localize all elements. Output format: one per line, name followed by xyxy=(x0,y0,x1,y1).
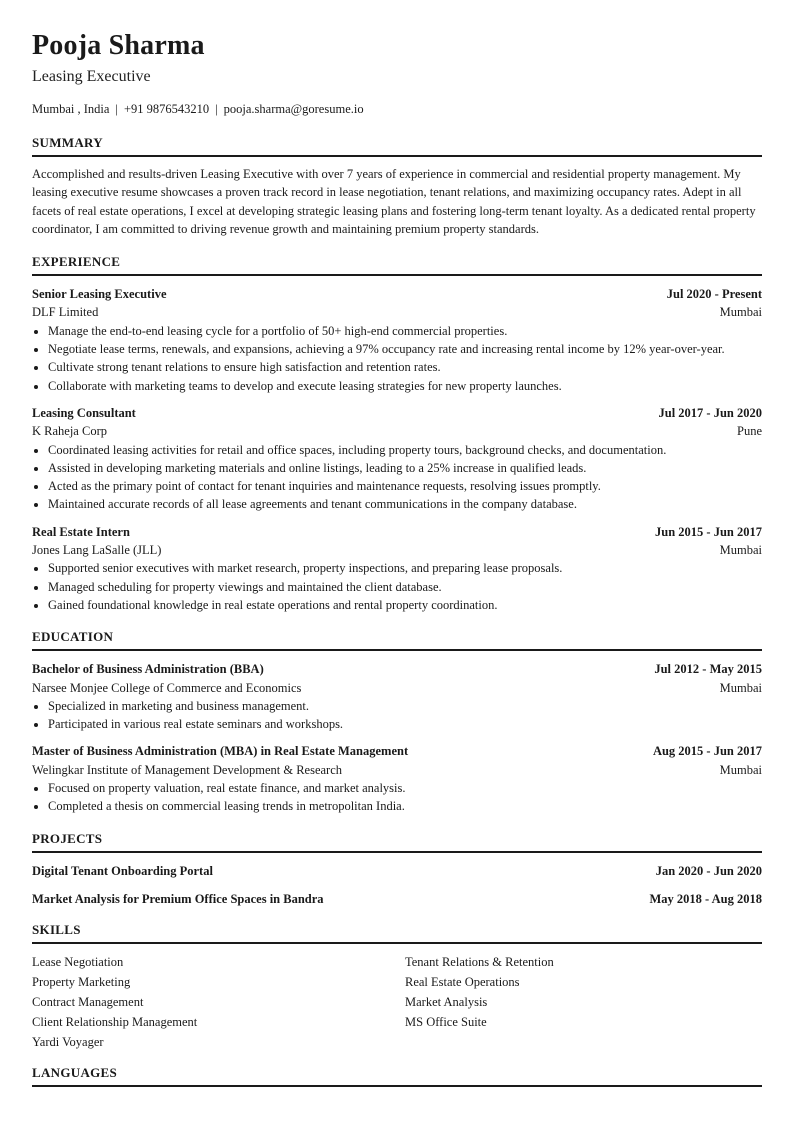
job-location: Pune xyxy=(737,424,762,439)
experience-entry xyxy=(32,404,762,514)
education-section xyxy=(32,628,762,815)
project-name: Market Analysis for Premium Office Spaces in Bandra xyxy=(32,891,324,906)
section-title: SKILLS xyxy=(32,921,762,944)
job-location: Mumbai xyxy=(719,305,762,320)
summary-section xyxy=(32,134,762,238)
bullet-item: • Managed scheduling for property viewings and maintained the client database. xyxy=(48,578,762,596)
contact-phone: +91 9876543210 xyxy=(123,102,210,116)
experience-section xyxy=(32,253,762,614)
languages-section xyxy=(32,1064,762,1087)
bullet-item: • Collaborate with marketing teams to develop and execute leasing strategies for new property launches. xyxy=(48,377,762,395)
contact-email: pooja.sharma@goresume.io xyxy=(223,102,364,116)
bullet-list xyxy=(32,779,762,816)
entry-header xyxy=(32,523,762,541)
bullet-list xyxy=(32,697,762,734)
bullet-item: • Completed a thesis on commercial leasing trends in metropolitan India. xyxy=(48,797,762,815)
degree-name: Bachelor of Business Administration (BBA) xyxy=(32,662,264,677)
project-dates: May 2018 - Aug 2018 xyxy=(649,891,762,906)
school-name: Narsee Monjee College of Commerce and Economics xyxy=(32,680,302,695)
bullet-item: • Acted as the primary point of contact for tenant inquiries and maintenance requests, resolving issues promptly. xyxy=(48,477,762,495)
entry-header xyxy=(32,660,762,678)
job-dates: Jul 2020 - Present xyxy=(666,287,762,302)
education-dates: Jul 2012 - May 2015 xyxy=(654,662,762,677)
school-name: Welingkar Institute of Management Development & Research xyxy=(32,762,343,777)
summary-text: Accomplished and results-driven Leasing Executive with over 7 years of experience in commercial and residential property management. My leasing executive resume showcases a proven track record in lease negotiation, tenant relations, and maximizing occupancy rates. Adept in all facets of real estate operations, I excel at developing strategic leasing plans and fostering long-term tenant loyalty. As a dedicated rental property coordinator, I am committed to driving revenue growth and maintaining premium property standards. xyxy=(32,167,756,236)
project-dates: Jan 2020 - Jun 2020 xyxy=(655,863,762,878)
skill-item: Lease Negotiation xyxy=(32,954,124,969)
entry-subheader xyxy=(32,303,762,321)
experience-entry xyxy=(32,523,762,614)
job-location: Mumbai xyxy=(719,543,762,558)
skill-item: Client Relationship Management xyxy=(32,1014,198,1029)
skill-item: Contract Management xyxy=(32,994,144,1009)
job-title: Real Estate Intern xyxy=(32,524,130,539)
bullet-item: • Cultivate strong tenant relations to ensure high satisfaction and retention rates. xyxy=(48,358,762,376)
project-name: Digital Tenant Onboarding Portal xyxy=(32,863,213,878)
skill-item: Property Marketing xyxy=(32,974,131,989)
job-title: Senior Leasing Executive xyxy=(32,287,167,302)
entry-header xyxy=(32,285,762,303)
entry-subheader xyxy=(32,422,762,440)
bullet-item: • Negotiate lease terms, renewals, and expansions, achieving a 97% occupancy rate and increasing rental income by 12% year-over-year. xyxy=(48,340,762,358)
entry-subheader xyxy=(32,541,762,559)
bullet-list xyxy=(32,322,762,395)
skill-item: Real Estate Operations xyxy=(405,974,520,989)
entry-subheader xyxy=(32,679,762,697)
school-location: Mumbai xyxy=(719,680,762,695)
school-location: Mumbai xyxy=(719,762,762,777)
job-title: Leasing Consultant xyxy=(32,405,136,420)
projects-section xyxy=(32,830,762,909)
bullet-item: • Participated in various real estate seminars and workshops. xyxy=(48,715,762,733)
job-dates: Jul 2017 - Jun 2020 xyxy=(658,405,762,420)
bullet-item: • Manage the end-to-end leasing cycle for a portfolio of 50+ high-end commercial properties. xyxy=(48,322,762,340)
section-title: EDUCATION xyxy=(32,628,762,651)
company-name: DLF Limited xyxy=(32,305,99,320)
education-entry xyxy=(32,742,762,815)
skill-item: Tenant Relations & Retention xyxy=(405,954,554,969)
section-title: LANGUAGES xyxy=(32,1064,762,1087)
project-item xyxy=(32,890,762,909)
job-dates: Jun 2015 - Jun 2017 xyxy=(655,524,762,539)
skill-item: MS Office Suite xyxy=(405,1014,487,1029)
education-dates: Aug 2015 - Jun 2017 xyxy=(652,744,762,759)
candidate-name: Pooja Sharma xyxy=(32,30,205,61)
candidate-role: Leasing Executive xyxy=(32,68,151,85)
skills-section xyxy=(32,921,762,1052)
contact-line xyxy=(32,100,762,118)
entry-header xyxy=(32,742,762,760)
skill-item: Market Analysis xyxy=(405,994,488,1009)
degree-name: Master of Business Administration (MBA) in Real Estate Management xyxy=(32,744,409,759)
bullet-list xyxy=(32,559,762,614)
section-title: PROJECTS xyxy=(32,830,762,853)
section-title: EXPERIENCE xyxy=(32,253,762,276)
bullet-list xyxy=(32,441,762,514)
contact-separator: | xyxy=(215,102,218,116)
company-name: K Raheja Corp xyxy=(32,424,107,439)
bullet-item: • Gained foundational knowledge in real estate operations and rental property coordination. xyxy=(48,596,762,614)
bullet-item: • Coordinated leasing activities for retail and office spaces, including property tours, background checks, and documentation. xyxy=(48,441,762,459)
skills-grid xyxy=(32,952,762,1052)
bullet-item: • Assisted in developing marketing materials and online listings, leading to a 25% increase in qualified leads. xyxy=(48,459,762,477)
contact-separator: | xyxy=(115,102,118,116)
entry-subheader xyxy=(32,761,762,779)
experience-entry xyxy=(32,285,762,395)
project-item xyxy=(32,862,762,881)
bullet-item: • Supported senior executives with market research, property inspections, and preparing lease proposals. xyxy=(48,559,762,577)
company-name: Jones Lang LaSalle (JLL) xyxy=(32,543,162,558)
bullet-item: • Maintained accurate records of all lease agreements and tenant communications in the company database. xyxy=(48,495,762,513)
bullet-item: • Focused on property valuation, real estate finance, and market analysis. xyxy=(48,779,762,797)
education-entry xyxy=(32,660,762,733)
contact-location: Mumbai , India xyxy=(32,102,110,116)
skill-item: Yardi Voyager xyxy=(32,1034,104,1049)
entry-header xyxy=(32,404,762,422)
bullet-item: • Specialized in marketing and business management. xyxy=(48,697,762,715)
project-list xyxy=(32,862,762,909)
section-title: SUMMARY xyxy=(32,134,762,157)
